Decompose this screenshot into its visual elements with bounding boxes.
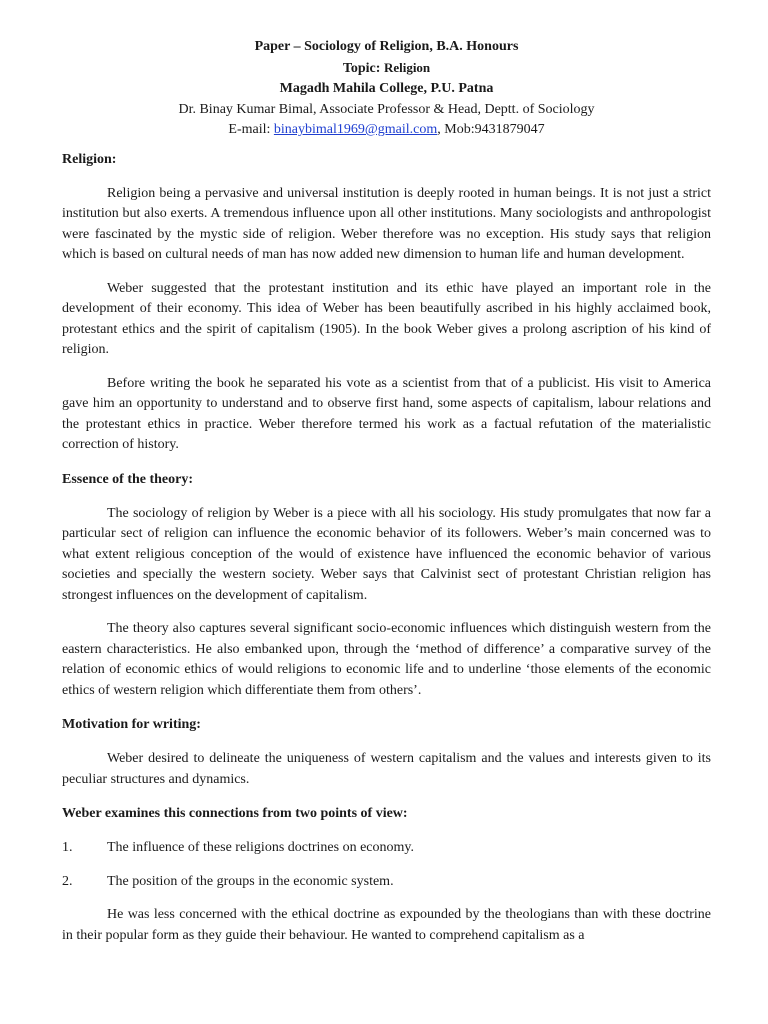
paragraph: The sociology of religion by Weber is a piece with all his sociology. His study promulgates that now far a particular sect of religion can influence the economic behavior of its followers. Weber’s main concerned was to what extent religious conception of the would of existence have influenced the economic behavior of various societies and specially the western society. Weber says that Calvinist sect of protestant Christian religion has strongest influences on the development of capitalism. xyxy=(62,505,711,603)
topic-label: Topic: xyxy=(342,60,384,76)
section-heading-motivation: Motivation for writing: xyxy=(62,717,201,732)
contact-line xyxy=(62,120,711,141)
list-text: The position of the groups in the economic system. xyxy=(107,873,394,889)
section-heading-religion: Religion: xyxy=(62,151,117,167)
mobile-number: , Mob:9431879047 xyxy=(437,122,545,137)
paper-title: Paper – Sociology of Religion, B.A. Honours xyxy=(254,39,519,54)
email-label: E-mail: xyxy=(228,122,274,137)
email-link[interactable]: binaybimal1969@gmail.com xyxy=(273,122,438,137)
paragraph: He was less concerned with the ethical doctrine as expounded by the theologians than with these doctrine in their popular form as they guide their behaviour. He wanted to comprehend capitalism as a xyxy=(62,907,711,943)
paragraph: Before writing the book he separated his vote as a scientist from that of a publicist. His visit to America gave him an opportunity to understand and to observe first hand, some aspects of capitalism, labour relations and the protestant ethics in practice. Weber therefore termed his work as a factual refutation of the materialistic correction of history. xyxy=(62,375,711,452)
list-number: 2. xyxy=(62,873,73,889)
document-header xyxy=(62,0,711,141)
paragraph: Religion being a pervasive and universal institution is deeply rooted in human beings. It is not just a strict institution but also exerts. A tremendous influence upon all other institutions. Many sociologists and anthropologist were fascinated by the mystic side of religion. Weber therefore was no exception. His study says that religion which is based on cultural needs of man has now added new dimension to human life and human development. xyxy=(62,185,711,262)
paragraph: The theory also captures several significant socio-economic influences which distinguish western from the eastern characteristics. He also embanked upon, through the ‘method of difference’ a comparative survey of the relation of economic ethics of would religions to economic life and to underline ‘those elements of the economic ethics of western religion which differentiate them from others’. xyxy=(62,621,711,698)
topic-value: Religion xyxy=(383,59,431,75)
section-heading-viewpoints: Weber examines this connections from two points of view: xyxy=(62,806,408,821)
author-line: Dr. Binay Kumar Bimal, Associate Professor & Head, Deptt. of Sociology xyxy=(178,101,595,117)
section-heading-essence: Essence of the theory: xyxy=(62,471,194,487)
list-item xyxy=(62,872,711,893)
paragraph: Weber desired to delineate the uniqueness of western capitalism and the values and interests given to its peculiar structures and dynamics. xyxy=(62,751,711,787)
topic-line xyxy=(62,58,711,80)
college-name: Magadh Mahila College, P.U. Patna xyxy=(279,81,494,96)
list-text: The influence of these religions doctrines on economy. xyxy=(107,840,414,855)
list-item xyxy=(62,838,711,859)
paragraph: Weber suggested that the protestant institution and its ethic have played an important role in the development of their economy. This idea of Weber has been beautifully ascribed in his highly acclaimed book, protestant ethics and the spirit of capitalism (1905). In the book Weber gives a prolong ascription of his kind of religion. xyxy=(62,280,711,357)
list-number: 1. xyxy=(62,840,73,855)
